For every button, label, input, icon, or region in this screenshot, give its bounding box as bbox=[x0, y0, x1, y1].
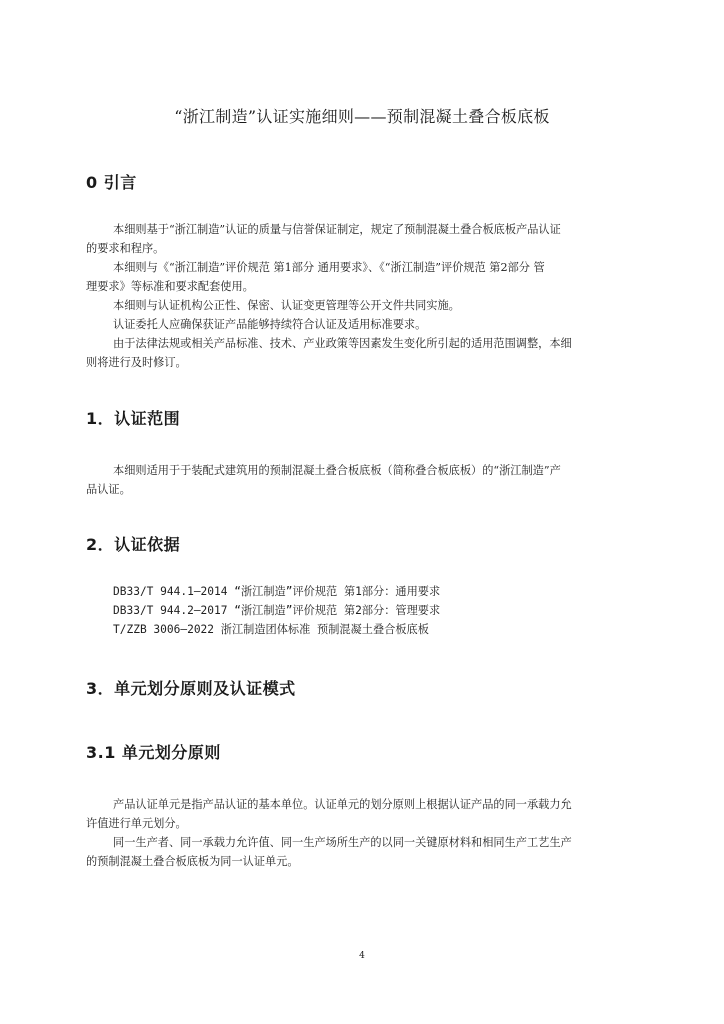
section-heading-introduction: 0 引言 bbox=[86, 173, 137, 192]
intro-paragraph-3: 本细则与认证机构公正性、保密、认证变更管理等公开文件共同实施。 bbox=[113, 299, 460, 312]
unit-paragraph-2-line-1: 同一生产者、同一承载力允许值、同一生产场所生产的以同一关键原材料和相同生产工艺生产 bbox=[113, 836, 572, 849]
reference-standard-1: DB33/T 944.1—2014 “浙江制造”评价规范 第1部分：通用要求 bbox=[113, 585, 441, 598]
intro-paragraph-2-line-2: 理要求》等标准和要求配套使用。 bbox=[86, 280, 254, 293]
page-number: 4 bbox=[359, 951, 365, 961]
intro-paragraph-1-line-1: 本细则基于“浙江制造”认证的质量与信誉保证制定，规定了预制混凝土叠合板底板产品认证 bbox=[113, 223, 561, 236]
section-heading-unit-division-and-mode: 3．单元划分原则及认证模式 bbox=[86, 679, 296, 698]
reference-standard-2: DB33/T 944.2—2017 “浙江制造”评价规范 第2部分：管理要求 bbox=[113, 604, 441, 617]
intro-paragraph-4: 认证委托人应确保获证产品能够持续符合认证及适用标准要求。 bbox=[113, 318, 427, 331]
reference-standard-3: T/ZZB 3006—2022 浙江制造团体标准 预制混凝土叠合板底板 bbox=[113, 623, 429, 636]
intro-paragraph-5-line-1: 由于法律法规或相关产品标准、技术、产业政策等因素发生变化所引起的适用范围调整，本细 bbox=[113, 337, 572, 350]
unit-paragraph-1-line-1: 产品认证单元是指产品认证的基本单位。认证单元的划分原则上根据认证产品的同一承载力允 bbox=[113, 798, 572, 811]
intro-paragraph-1-line-2: 的要求和程序。 bbox=[86, 242, 165, 255]
document-title: “浙江制造”认证实施细则——预制混凝土叠合板底板 bbox=[174, 107, 550, 126]
intro-paragraph-5-line-2: 则将进行及时修订。 bbox=[86, 356, 187, 369]
scope-paragraph-line-1: 本细则适用于于装配式建筑用的预制混凝土叠合板底板（简称叠合板底板）的“浙江制造”产 bbox=[113, 464, 561, 477]
section-heading-basis: 2．认证依据 bbox=[86, 535, 181, 554]
unit-paragraph-1-line-2: 许值进行单元划分。 bbox=[86, 817, 187, 830]
subsection-heading-unit-division-principle: 3.1 单元划分原则 bbox=[86, 743, 221, 762]
scope-paragraph-line-2: 品认证。 bbox=[86, 483, 131, 496]
section-heading-scope: 1．认证范围 bbox=[86, 409, 181, 428]
unit-paragraph-2-line-2: 的预制混凝土叠合板底板为同一认证单元。 bbox=[86, 855, 299, 868]
intro-paragraph-2-line-1: 本细则与《“浙江制造”评价规范 第1部分 通用要求》、《“浙江制造”评价规范 第2部分 管 bbox=[113, 261, 545, 274]
